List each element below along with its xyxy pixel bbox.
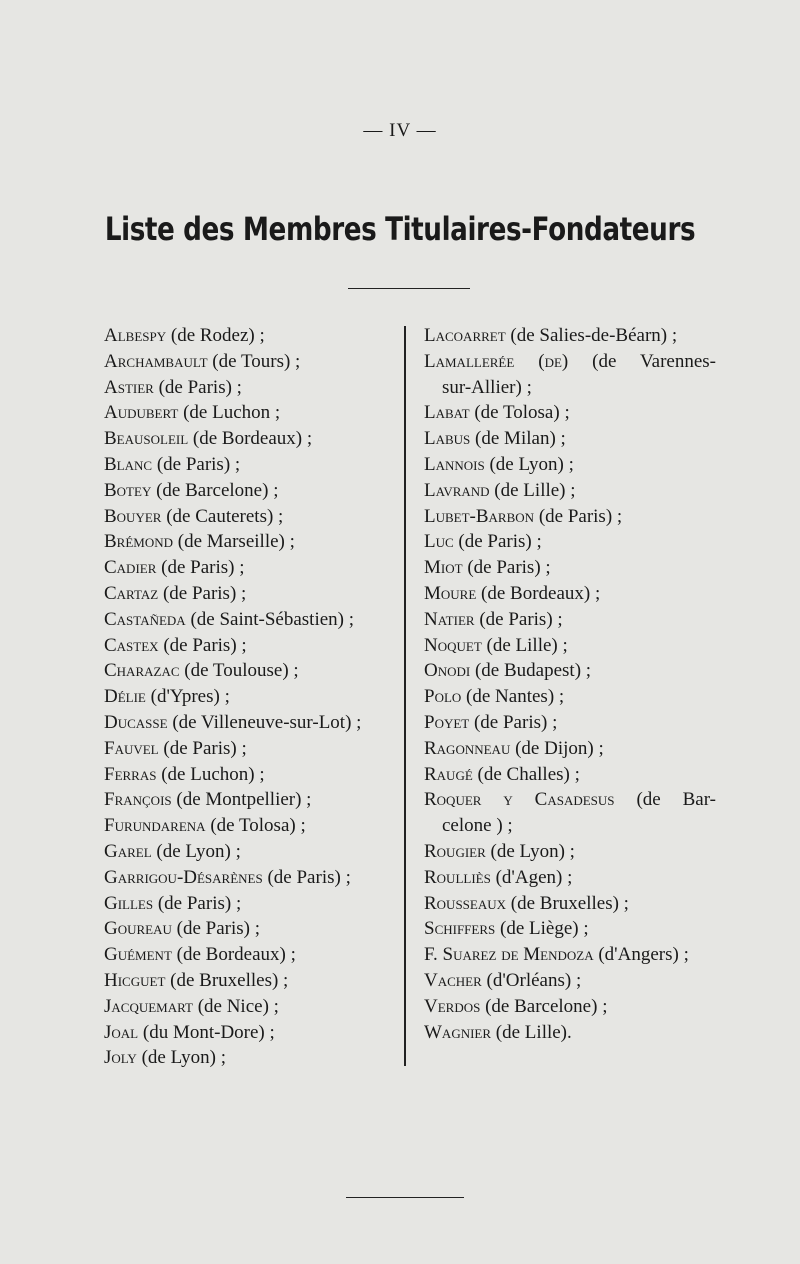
member-place: (du Mont-Dore) ; xyxy=(138,1021,275,1043)
member-name: Lacoarret xyxy=(424,325,506,346)
member-place: (de Paris) ; xyxy=(469,711,558,733)
member-name: Guément xyxy=(104,944,172,966)
member-entry xyxy=(104,684,399,710)
member-name: Goureau xyxy=(104,918,172,940)
member-place: (de Bordeaux) ; xyxy=(171,944,296,966)
page-number: — IV — xyxy=(363,120,437,141)
member-place: (de Tolosa) ; xyxy=(469,402,570,424)
member-name: Castañeda xyxy=(104,608,186,630)
member-entry xyxy=(424,452,716,478)
member-name: Fauvel xyxy=(104,737,159,759)
member-entry xyxy=(424,323,716,349)
member-place: (de Bordeaux) ; xyxy=(188,428,313,450)
members-left-column xyxy=(104,323,399,1071)
member-place: (d'Angers) ; xyxy=(593,944,689,966)
member-place: (de Varennes- xyxy=(568,350,716,372)
member-name: Vacher xyxy=(424,969,482,991)
member-name: Délie xyxy=(104,686,146,708)
member-name: Cartaz xyxy=(104,582,159,604)
member-entry xyxy=(104,1020,399,1046)
member-place: (de Tours) ; xyxy=(207,350,301,372)
member-entry xyxy=(424,349,716,375)
member-entry xyxy=(104,968,399,994)
member-entry xyxy=(104,504,399,530)
member-entry xyxy=(424,762,716,788)
member-entry xyxy=(424,633,716,659)
member-name: Astier xyxy=(104,376,154,398)
member-entry xyxy=(104,839,399,865)
member-name: Rousseaux xyxy=(424,892,507,914)
member-place: (d'Agen) ; xyxy=(490,866,573,888)
member-name: Labat xyxy=(424,402,470,424)
member-entry xyxy=(104,529,399,555)
member-place: (de Bruxelles) ; xyxy=(165,969,289,991)
member-place: (de Toulouse) ; xyxy=(179,660,299,682)
member-name: Moure xyxy=(424,582,477,604)
member-name: Garrigou-Désarènes xyxy=(104,866,263,888)
member-entry xyxy=(424,555,716,581)
member-entry xyxy=(104,452,399,478)
member-place: (de Barcelone) ; xyxy=(151,479,279,501)
member-place: (de Bruxelles) ; xyxy=(506,892,629,914)
member-entry xyxy=(104,1045,399,1071)
member-place: (de Bar- xyxy=(614,789,716,811)
member-entry xyxy=(104,865,399,891)
member-entry xyxy=(424,839,716,865)
member-entry xyxy=(424,504,716,530)
member-name: Wagnier xyxy=(424,1021,492,1043)
member-place: (de Nice) ; xyxy=(192,995,279,1017)
member-name: Ducasse xyxy=(104,711,168,733)
member-entry xyxy=(104,375,399,401)
member-name: Gilles xyxy=(104,892,154,914)
member-entry xyxy=(424,529,716,555)
member-entry xyxy=(104,426,399,452)
member-place: (de Budapest) ; xyxy=(470,660,592,682)
member-place: (de Barcelone) ; xyxy=(480,995,608,1017)
member-entry xyxy=(424,400,716,426)
member-place: (de Paris) ; xyxy=(158,737,247,759)
member-place: (de Paris) ; xyxy=(152,453,241,475)
member-name: Natier xyxy=(424,608,475,630)
member-entry xyxy=(104,994,399,1020)
member-place: (de Nantes) ; xyxy=(461,686,565,708)
member-name: Audubert xyxy=(104,402,179,424)
member-name: Roulliès xyxy=(424,866,491,888)
member-entry xyxy=(104,555,399,581)
member-entry xyxy=(424,942,716,968)
column-divider xyxy=(404,326,406,1066)
member-name: Lavrand xyxy=(424,479,490,501)
member-entry xyxy=(104,607,399,633)
member-place: (de Milan) ; xyxy=(470,428,566,450)
member-entry xyxy=(424,710,716,736)
member-name: Labus xyxy=(424,428,471,450)
member-place: (d'Ypres) ; xyxy=(145,686,230,708)
member-place: (de Saint-Sébastien) ; xyxy=(185,608,355,630)
member-name: Verdos xyxy=(424,995,481,1017)
member-name: Lamallerée (de) xyxy=(424,350,569,372)
member-entry xyxy=(424,736,716,762)
member-entry xyxy=(424,607,716,633)
member-name: François xyxy=(104,789,172,811)
member-name: Ferras xyxy=(104,763,157,785)
member-entry xyxy=(424,994,716,1020)
member-place: (de Paris) ; xyxy=(453,531,542,553)
member-place: (de Lyon) ; xyxy=(151,840,241,862)
member-name: Castex xyxy=(104,634,159,656)
member-name: Cadier xyxy=(104,557,157,579)
member-place: (de Lyon) ; xyxy=(136,1047,226,1069)
member-place: (de Cauterets) ; xyxy=(161,505,284,527)
member-place: (de Lille) ; xyxy=(481,634,568,656)
member-entry xyxy=(104,891,399,917)
member-place: (d'Orléans) ; xyxy=(481,969,582,991)
member-place: (de Marseille) ; xyxy=(173,531,295,553)
page-title: Liste des Membres Titulaires-Fondateurs xyxy=(104,210,696,248)
member-name: Polo xyxy=(424,686,462,708)
member-entry xyxy=(104,762,399,788)
members-right-column xyxy=(424,323,716,1045)
member-entry xyxy=(104,581,399,607)
member-name: Brémond xyxy=(104,531,174,553)
member-place: (de Villeneuve-sur-Lot) ; xyxy=(167,711,362,733)
member-place: (de Lyon) ; xyxy=(484,453,574,475)
member-entry xyxy=(424,658,716,684)
member-name: Blanc xyxy=(104,453,153,475)
member-name: Furundarena xyxy=(104,815,206,837)
member-entry xyxy=(104,633,399,659)
member-name: Jacquemart xyxy=(104,995,193,1017)
member-entry xyxy=(424,891,716,917)
member-name: Joal xyxy=(104,1021,139,1043)
member-entry xyxy=(104,813,399,839)
member-place: (de Bordeaux) ; xyxy=(476,582,601,604)
member-name: Garel xyxy=(104,840,152,862)
member-entry xyxy=(104,400,399,426)
member-place: (de Luchon ; xyxy=(178,402,281,424)
member-place: (de Liège) ; xyxy=(495,918,589,940)
member-entry xyxy=(424,865,716,891)
member-name: Charazac xyxy=(104,660,180,682)
member-place: (de Paris) ; xyxy=(262,866,351,888)
member-place: (de Paris) ; xyxy=(171,918,261,940)
member-entry xyxy=(104,787,399,813)
member-name: Schiffers xyxy=(424,918,496,940)
member-name: Luc xyxy=(424,531,454,553)
member-place: (de Lille) ; xyxy=(489,479,576,501)
member-name: Bouyer xyxy=(104,505,162,527)
title-rule xyxy=(348,288,470,289)
bottom-rule xyxy=(346,1197,464,1198)
member-entry xyxy=(104,478,399,504)
member-name: Raugé xyxy=(424,763,473,785)
member-name: Miot xyxy=(424,557,463,579)
member-entry xyxy=(424,581,716,607)
member-name: Lubet-Barbon xyxy=(424,505,535,527)
member-name: Noquet xyxy=(424,634,482,656)
member-name: F. Suarez de Mendoza xyxy=(424,944,594,966)
member-entry xyxy=(424,684,716,710)
member-entry xyxy=(104,658,399,684)
member-name: Rougier xyxy=(424,840,486,862)
member-entry xyxy=(424,968,716,994)
member-entry xyxy=(104,349,399,375)
member-place: (de Tolosa) ; xyxy=(205,815,306,837)
member-name: Onodi xyxy=(424,660,471,682)
member-name: Hicguet xyxy=(104,969,166,991)
member-entry xyxy=(104,916,399,942)
member-place: (de Paris) ; xyxy=(474,608,563,630)
member-entry xyxy=(424,916,716,942)
member-name: Roquer y Casadesus xyxy=(424,789,615,811)
member-entry xyxy=(424,1020,716,1046)
member-name: Joly xyxy=(104,1047,137,1069)
member-place: (de Paris) ; xyxy=(462,557,551,579)
member-place: (de Paris) ; xyxy=(534,505,623,527)
member-name: Albespy xyxy=(104,325,167,346)
member-entry xyxy=(424,787,716,813)
member-place: (de Lille). xyxy=(491,1021,572,1043)
member-place: (de Paris) ; xyxy=(158,634,247,656)
member-entry xyxy=(104,710,399,736)
member-place: (de Paris) ; xyxy=(153,376,242,398)
member-entry-continuation: sur-Allier) ; xyxy=(442,376,532,398)
member-entry xyxy=(104,323,399,349)
member-place: (de Salies-de-Béarn) ; xyxy=(505,325,678,346)
member-entry xyxy=(424,478,716,504)
member-name: Beausoleil xyxy=(104,428,189,450)
member-entry-continuation: celone ) ; xyxy=(442,815,513,837)
member-name: Ragonneau xyxy=(424,737,511,759)
member-entry xyxy=(104,942,399,968)
member-place: (de Lyon) ; xyxy=(485,840,575,862)
member-name: Poyet xyxy=(424,711,470,733)
member-name: Lannois xyxy=(424,453,485,475)
member-place: (de Paris) ; xyxy=(158,582,247,604)
member-place: (de Rodez) ; xyxy=(166,325,265,346)
member-name: Archambault xyxy=(104,350,208,372)
member-place: (de Dijon) ; xyxy=(510,737,604,759)
member-place: (de Challes) ; xyxy=(472,763,580,785)
member-place: (de Paris) ; xyxy=(153,892,242,914)
member-name: Botey xyxy=(104,479,152,501)
member-place: (de Luchon) ; xyxy=(156,763,265,785)
member-place: (de Montpellier) ; xyxy=(171,789,312,811)
member-entry xyxy=(424,426,716,452)
member-place: (de Paris) ; xyxy=(156,557,245,579)
member-entry xyxy=(104,736,399,762)
